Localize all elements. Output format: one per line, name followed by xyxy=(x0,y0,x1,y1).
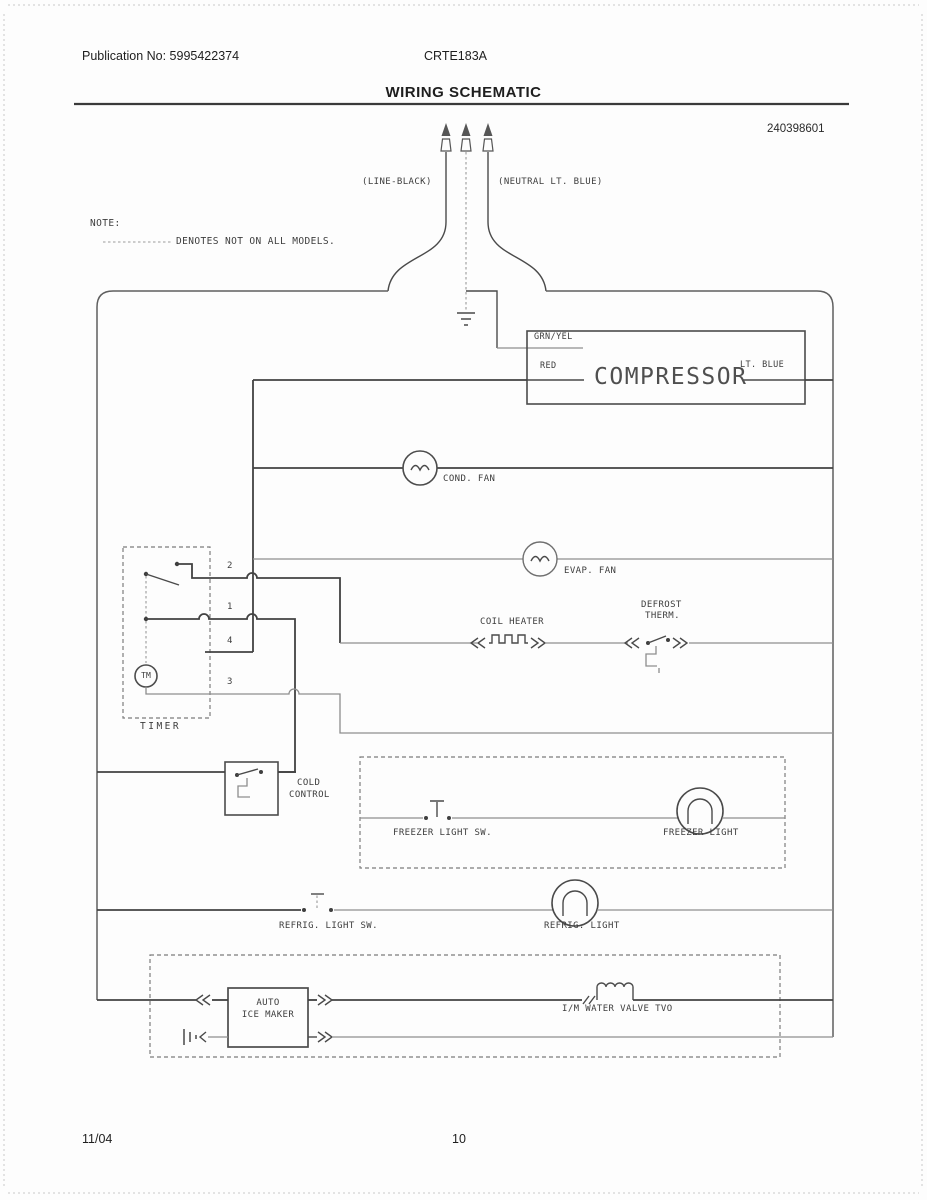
footer-date: 11/04 xyxy=(82,1132,113,1146)
label-lt-blue: LT. BLUE xyxy=(740,360,785,370)
page-title: WIRING SCHEMATIC xyxy=(385,84,542,101)
label-neutral-lt-blue: (NEUTRAL LT. BLUE) xyxy=(498,177,603,187)
model-number: CRTE183A xyxy=(424,49,487,63)
freezer-light-section xyxy=(360,757,785,868)
cond-fan-motor-icon xyxy=(253,451,833,485)
label-control: CONTROL xyxy=(289,790,330,800)
timer-motor-label: TM xyxy=(141,671,151,680)
label-cond-fan: COND. FAN xyxy=(443,474,496,484)
part-number: 240398601 xyxy=(767,123,825,135)
connector-icon xyxy=(196,995,210,1005)
label-compressor: COMPRESSOR xyxy=(594,364,748,390)
timer-terminal-2: 2 xyxy=(227,561,233,571)
timer-box xyxy=(123,547,833,772)
label-freezer-light: FREEZER LIGHT xyxy=(663,828,739,838)
label-evap-fan: EVAP. FAN xyxy=(564,566,617,576)
label-red: RED xyxy=(540,361,557,371)
ground-icon xyxy=(457,313,475,325)
timer-terminal-4: 4 xyxy=(227,636,233,646)
label-therm: THERM. xyxy=(645,611,680,621)
ice-maker-ground-icon xyxy=(184,1029,228,1045)
evap-fan-motor-icon xyxy=(253,542,833,576)
freezer-light-switch-icon xyxy=(360,801,678,820)
note-heading: NOTE: xyxy=(90,218,121,229)
label-grn-yel: GRN/YEL xyxy=(534,332,573,342)
label-refrig-light: REFRIG. LIGHT xyxy=(544,921,620,931)
label-line-black: (LINE-BLACK) xyxy=(362,177,432,187)
refrig-light-switch-icon xyxy=(97,894,553,912)
cabinet-outline xyxy=(97,291,833,1037)
label-refrig-light-sw: REFRIG. LIGHT SW. xyxy=(279,921,378,931)
label-ice-maker-line2: ICE MAKER xyxy=(241,1010,295,1020)
refrig-light-row xyxy=(97,880,833,926)
power-plug-icon xyxy=(388,123,546,311)
label-freezer-light-sw: FREEZER LIGHT SW. xyxy=(393,828,492,838)
label-timer: TIMER xyxy=(140,721,182,732)
label-water-valve: I/M WATER VALVE TVO xyxy=(562,1004,673,1014)
footer-page-number: 10 xyxy=(452,1132,466,1146)
label-ice-maker-line1: AUTO xyxy=(256,998,280,1008)
page-edge-marks xyxy=(4,5,922,1193)
publication-number: Publication No: 5995422374 xyxy=(82,49,240,63)
refrig-light-lamp-icon xyxy=(552,880,833,926)
label-coil-heater: COIL HEATER xyxy=(480,617,545,627)
coil-heater-icon xyxy=(340,635,628,648)
note-text: DENOTES NOT ON ALL MODELS. xyxy=(176,236,336,247)
defrost-therm-icon xyxy=(625,636,833,673)
ice-maker-section xyxy=(97,955,833,1057)
connector-icon xyxy=(318,995,332,1005)
timer-terminal-1: 1 xyxy=(227,602,233,612)
water-valve-icon xyxy=(583,983,833,1004)
label-defrost: DEFROST xyxy=(641,600,682,610)
timer-terminal-3: 3 xyxy=(227,677,233,687)
label-cold: COLD xyxy=(297,778,321,788)
connector-icon xyxy=(318,1032,332,1042)
cold-control-box xyxy=(97,762,296,815)
